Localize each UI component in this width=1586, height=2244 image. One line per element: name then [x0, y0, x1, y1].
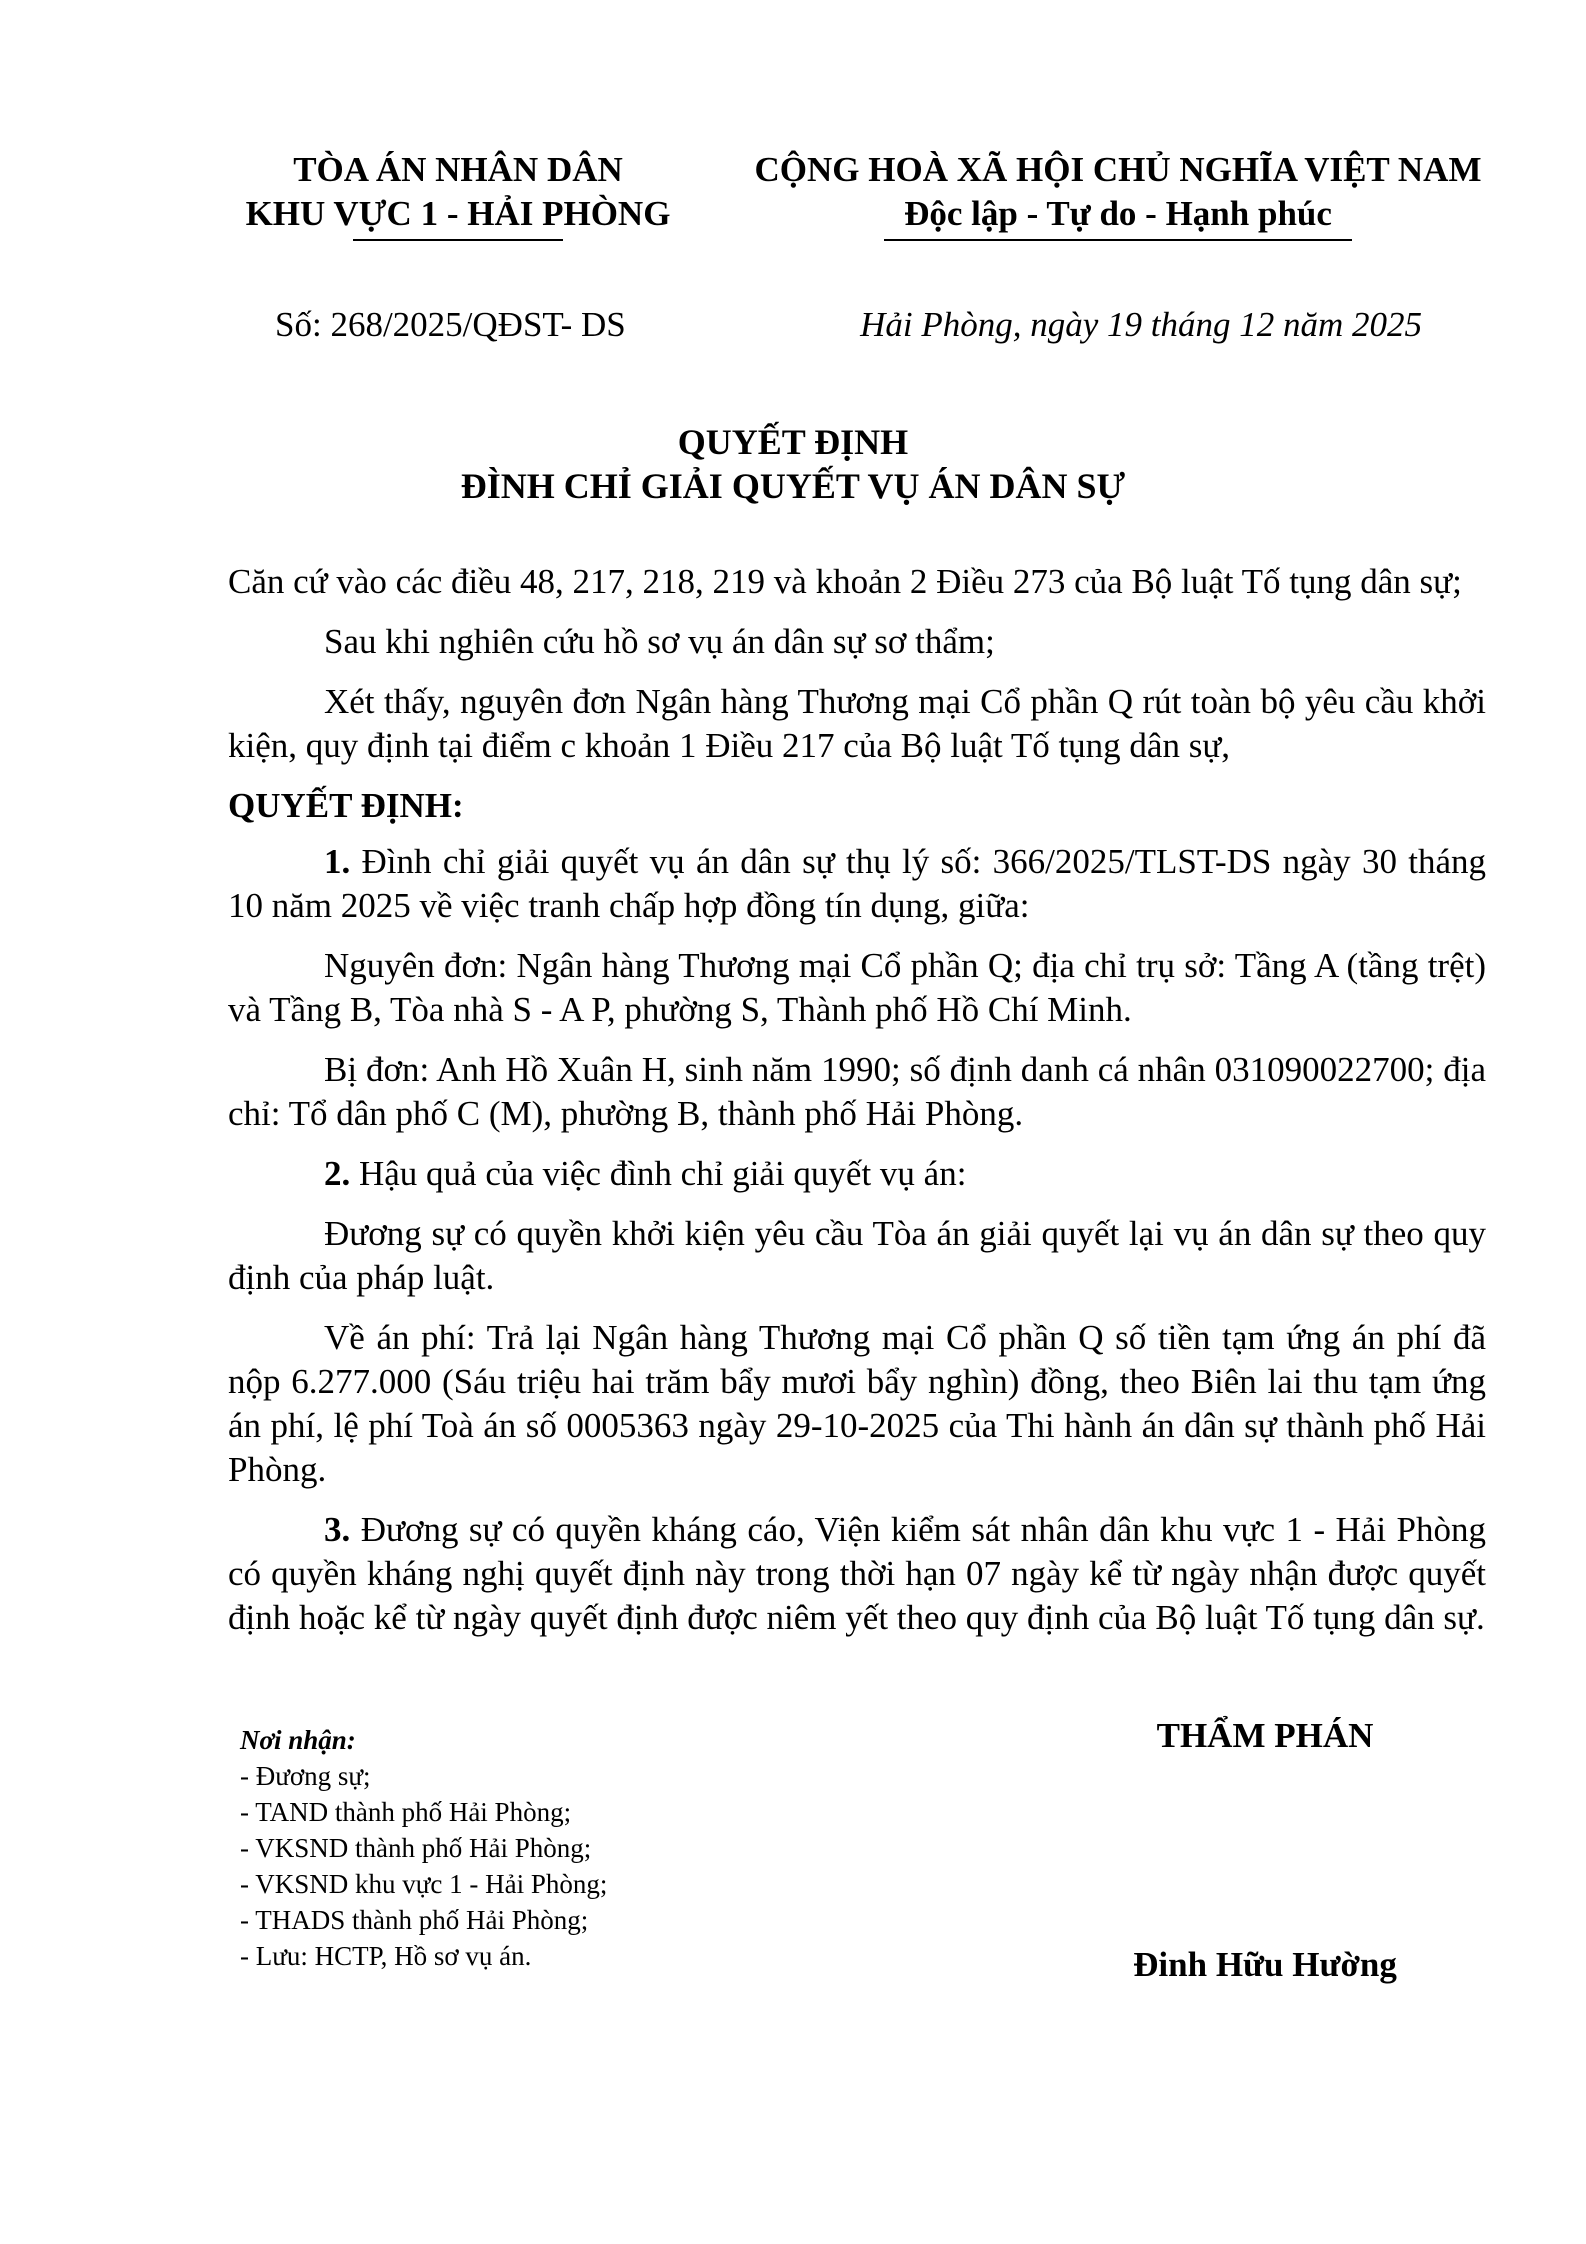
signer-name: Đinh Hữu Hường: [1133, 1945, 1397, 1984]
recipient-item: - VKSND thành phố Hải Phòng;: [240, 1833, 592, 1863]
court-fee-text: Về án phí: Trả lại Ngân hàng Thương mại Cổ phần Q số tiền tạm ứng án phí đã nộp 6.277.000 (Sáu triệu hai trăm bẩy mươi bẩy nghìn) đồng, theo Biên lai thu tạm ứng án phí, lệ phí Toà án số 0005363 ngày 29-10-2025 của Thi hành án dân sự thành phố Hải Phòng.: [228, 1318, 1486, 1489]
legal-basis: Căn cứ vào các điều 48, 217, 218, 219 và khoản 2 Điều 273 của Bộ luật Tố tụng dân sự;: [228, 562, 1462, 601]
court-name-underline: [353, 239, 563, 241]
item-2: [228, 1152, 1486, 1196]
considering-note: Xét thấy, nguyên đơn Ngân hàng Thương mại Cổ phần Q rút toàn bộ yêu cầu khởi kiện, quy định tại điểm c khoản 1 Điều 217 của Bộ luật Tố tụng dân sự,: [228, 682, 1486, 765]
item-2-number: 2.: [324, 1154, 351, 1193]
recipients-list: [240, 1722, 840, 1974]
plaintiff-info: Nguyên đơn: Ngân hàng Thương mại Cổ phần Q; địa chỉ trụ sở: Tầng A (tầng trệt) và Tầng B, Tòa nhà S - A P, phường S, Thành phố Hồ Chí Minh.: [228, 946, 1486, 1029]
document-title: [0, 420, 1586, 508]
defendant-info: Bị đơn: Anh Hồ Xuân H, sinh năm 1990; số định danh cá nhân 031090022700; địa chỉ: Tổ dân phố C (M), phường B, thành phố Hải Phòng.: [228, 1050, 1486, 1133]
item-1: [228, 840, 1486, 928]
item-1-number: 1.: [324, 842, 351, 881]
consequence-text: Đương sự có quyền khởi kiện yêu cầu Tòa án giải quyết lại vụ án dân sự theo quy định của pháp luật.: [228, 1214, 1486, 1297]
item-3-number: 3.: [324, 1510, 351, 1549]
recipients-title: Nơi nhận:: [240, 1725, 356, 1755]
document-body: [228, 560, 1486, 1656]
title-line1: QUYẾT ĐỊNH: [677, 422, 909, 462]
court-name-line2: KHU VỰC 1 - HẢI PHÒNG: [245, 194, 671, 233]
recipient-item: - TAND thành phố Hải Phòng;: [240, 1797, 572, 1827]
recipient-item: - Đương sự;: [240, 1761, 371, 1791]
court-name-block: [228, 148, 688, 236]
title-line2: ĐÌNH CHỈ GIẢI QUYẾT VỤ ÁN DÂN SỰ: [460, 466, 1126, 506]
national-motto-block: [748, 148, 1488, 236]
motto-underline: [884, 239, 1352, 241]
decision-number: Số: 268/2025/QĐST- DS: [275, 305, 626, 344]
place-date: Hải Phòng, ngày 19 tháng 12 năm 2025: [860, 305, 1422, 344]
research-note: Sau khi nghiên cứu hồ sơ vụ án dân sự sơ thẩm;: [324, 622, 995, 661]
item-3: [228, 1508, 1486, 1640]
country-name: CỘNG HOÀ XÃ HỘI CHỦ NGHĨA VIỆT NAM: [754, 150, 1482, 189]
signer-role: THẨM PHÁN: [1156, 1716, 1374, 1755]
item-3-text: Đương sự có quyền kháng cáo, Viện kiểm sát nhân dân khu vực 1 - Hải Phòng có quyền kháng nghị quyết định này trong thời hạn 07 ngày kể từ ngày nhận được quyết định hoặc kể từ ngày quyết định được niêm yết theo quy định của Bộ luật Tố tụng dân sự.: [228, 1510, 1486, 1637]
national-motto: Độc lập - Tự do - Hạnh phúc: [904, 194, 1332, 233]
item-2-text: Hậu quả của việc đình chỉ giải quyết vụ án:: [350, 1154, 967, 1193]
court-name-line1: TÒA ÁN NHÂN DÂN: [293, 150, 623, 189]
item-1-text: Đình chỉ giải quyết vụ án dân sự thụ lý số: 366/2025/TLST-DS ngày 30 tháng 10 năm 2025 về việc tranh chấp hợp đồng tín dụng, giữa:: [228, 842, 1486, 925]
decision-heading: QUYẾT ĐỊNH:: [228, 786, 464, 825]
recipient-item: - VKSND khu vực 1 - Hải Phòng;: [240, 1869, 608, 1899]
recipient-item: - Lưu: HCTP, Hồ sơ vụ án.: [240, 1941, 532, 1971]
recipient-item: - THADS thành phố Hải Phòng;: [240, 1905, 589, 1935]
